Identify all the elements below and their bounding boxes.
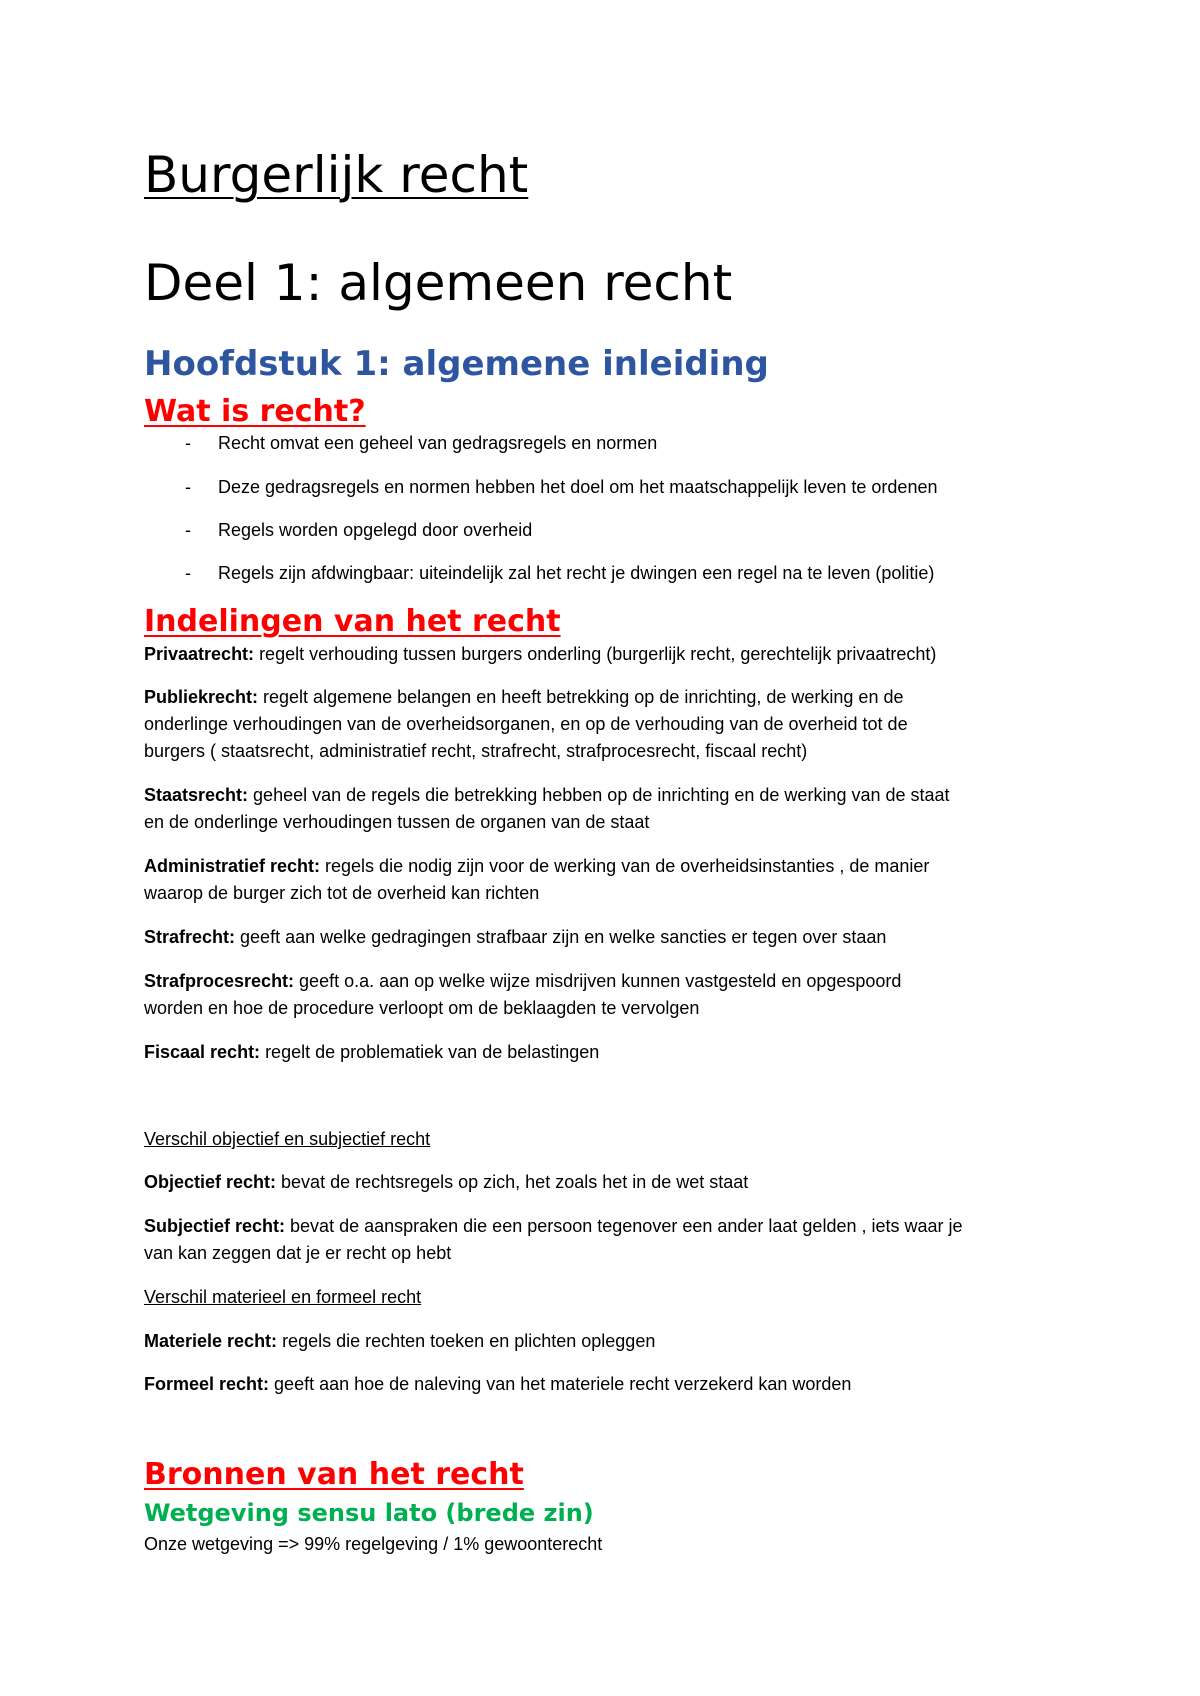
definition-text-line: worden en hoe de procedure verloopt om de beklaagden te vervolgen (144, 998, 700, 1018)
part-heading: Deel 1: algemeen recht (144, 254, 733, 312)
definition-term: Strafrecht: (144, 927, 236, 947)
definition-text: bevat de rechtsregels op zich, het zoals het in de wet staat (276, 1172, 749, 1192)
subsection-heading-legislation: Wetgeving sensu lato (brede zin) (144, 1499, 594, 1527)
definition-text: geeft aan welke gedragingen strafbaar zijn en welke sancties er tegen over staan (235, 927, 887, 947)
bullet-marker: - (185, 433, 191, 453)
definition-term: Privaatrecht: (144, 644, 255, 664)
definition-publiekrecht (144, 684, 903, 711)
bullet-text: Recht omvat een geheel van gedragsregels en normen (218, 433, 658, 453)
definition-term: Materiele recht: (144, 1331, 278, 1351)
section-heading-what-is-law: Wat is recht? (144, 394, 366, 429)
definition-term: Staatsrecht: (144, 785, 249, 805)
definition-privaatrecht (144, 641, 936, 668)
definition-term: Administratief recht: (144, 856, 321, 876)
definition-strafprocesrecht (144, 968, 901, 995)
definition-text: geheel van de regels die betrekking hebben op de inrichting en de werking van de staat (248, 785, 950, 805)
definition-text-line: onderlinge verhoudingen van de overheidsorganen, en op de verhouding van de overheid tot de (144, 714, 908, 734)
section-heading-divisions: Indelingen van het recht (144, 604, 561, 639)
bullet-marker: - (185, 563, 191, 583)
definition-term: Subjectief recht: (144, 1216, 286, 1236)
definition-term: Objectief recht: (144, 1172, 277, 1192)
definition-term: Formeel recht: (144, 1374, 270, 1394)
bullet-text: Regels worden opgelegd door overheid (218, 520, 533, 540)
definition-administratief-recht (144, 853, 929, 880)
bullet-text: Regels zijn afdwingbaar: uiteindelijk zal het recht je dwingen een regel na te leven (politie) (218, 563, 935, 583)
definition-strafrecht (144, 924, 886, 951)
definition-text: regelt de problematiek van de belastingen (260, 1042, 600, 1062)
definition-text: bevat de aanspraken die een persoon tegenover een ander laat gelden , iets waar je (285, 1216, 963, 1236)
definition-text-line: burgers ( staatsrecht, administratief recht, strafrecht, strafprocesrecht, fiscaal recht) (144, 741, 808, 761)
definition-text: geeft aan hoe de naleving van het materiele recht verzekerd kan worden (269, 1374, 852, 1394)
definition-term: Strafprocesrecht: (144, 971, 295, 991)
definition-text: regelt verhouding tussen burgers onderling (burgerlijk recht, gerechtelijk privaatrecht) (254, 644, 937, 664)
definition-text: geeft o.a. aan op welke wijze misdrijven kunnen vastgesteld en opgespoord (294, 971, 902, 991)
definition-text-line: van kan zeggen dat je er recht op hebt (144, 1243, 452, 1263)
definition-text: regelt algemene belangen en heeft betrekking op de inrichting, de werking en de (258, 687, 904, 707)
definition-staatsrecht (144, 782, 950, 809)
chapter-heading: Hoofdstuk 1: algemene inleiding (144, 344, 769, 384)
section-heading-sources: Bronnen van het recht (144, 1457, 524, 1492)
definition-objectief-recht (144, 1169, 748, 1196)
subheading-objective-subjective: Verschil objectief en subjectief recht (144, 1129, 431, 1149)
paragraph-legislation: Onze wetgeving => 99% regelgeving / 1% gewoonterecht (144, 1534, 603, 1554)
definition-term: Publiekrecht: (144, 687, 259, 707)
definition-formeel-recht (144, 1371, 851, 1398)
bullet-marker: - (185, 520, 191, 540)
subheading-material-formal: Verschil materieel en formeel recht (144, 1287, 422, 1307)
bullet-marker: - (185, 477, 191, 497)
definition-text-line: en de onderlinge verhoudingen tussen de organen van de staat (144, 812, 650, 832)
definition-text-line: waarop de burger zich tot de overheid kan richten (144, 883, 540, 903)
definition-text: regels die nodig zijn voor de werking van de overheidsinstanties , de manier (320, 856, 930, 876)
bullet-text: Deze gedragsregels en normen hebben het doel om het maatschappelijk leven te ordenen (218, 477, 938, 497)
definition-subjectief-recht (144, 1213, 963, 1240)
definition-materiele-recht (144, 1328, 655, 1355)
definition-term: Fiscaal recht: (144, 1042, 261, 1062)
document-title: Burgerlijk recht (144, 146, 529, 204)
definition-fiscaal-recht (144, 1039, 599, 1066)
definition-text: regels die rechten toeken en plichten opleggen (277, 1331, 656, 1351)
